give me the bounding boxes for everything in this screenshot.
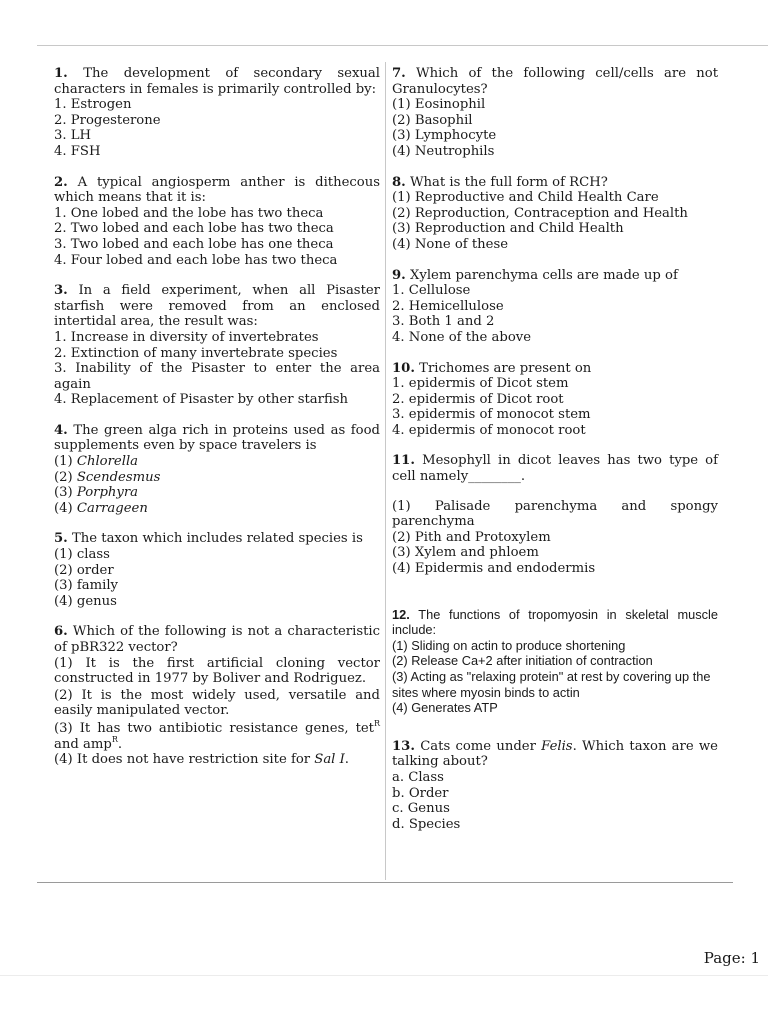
option: (2) It is the most widely used, versatile and easily manipulated vector. bbox=[54, 687, 380, 719]
option: 3. LH bbox=[54, 128, 92, 144]
option: (2) Scendesmus bbox=[54, 469, 161, 485]
species-name: Carrageen bbox=[76, 500, 148, 516]
question-number: 9. bbox=[392, 267, 406, 283]
option: (2) Reproduction, Contraception and Health bbox=[392, 205, 688, 221]
enzyme-name: Sal I bbox=[314, 752, 345, 768]
option: (3) Acting as "relaxing protein" at rest by covering up the sites where myosin binds to actin bbox=[392, 669, 711, 700]
option: (2) Release Ca+2 after initiation of contraction bbox=[392, 653, 653, 669]
question-8 bbox=[392, 175, 718, 253]
option: (2) order bbox=[54, 562, 114, 578]
question-stem: Which of the following is not a characteristic of pBR322 vector? bbox=[54, 624, 380, 655]
option: (4) Carrageen bbox=[54, 500, 148, 516]
option: 3. Two lobed and each lobe has one theca bbox=[54, 236, 334, 252]
question-number: 4. bbox=[54, 422, 68, 438]
question-stem: The green alga rich in proteins used as food supplements even by space travelers is bbox=[54, 422, 380, 454]
option: 4. Four lobed and each lobe has two theca bbox=[54, 252, 338, 268]
question-6 bbox=[54, 624, 380, 767]
option: 3. Both 1 and 2 bbox=[392, 314, 495, 330]
genus-name: Felis bbox=[541, 738, 573, 754]
question-stem: In a field experiment, when all Pisaster starfish were removed from an enclosed intertidal area, the result was: bbox=[54, 283, 380, 330]
superscript: R bbox=[373, 718, 380, 728]
option: (4) genus bbox=[54, 593, 117, 609]
question-number: 12. bbox=[392, 606, 410, 622]
question-11 bbox=[392, 453, 718, 576]
left-column bbox=[54, 66, 380, 768]
option: (1) Chlorella bbox=[54, 454, 139, 470]
question-9 bbox=[392, 268, 718, 346]
species-name: Chlorella bbox=[76, 454, 139, 470]
option: (3) Lymphocyte bbox=[392, 128, 497, 144]
question-stem: Which of the following cell/cells are not Granulocytes? bbox=[392, 66, 718, 97]
option: (1) Eosinophil bbox=[392, 97, 486, 113]
option: (4) Generates ATP bbox=[392, 700, 498, 716]
question-12 bbox=[392, 607, 718, 716]
option: 2. epidermis of Dicot root bbox=[392, 391, 564, 407]
question-number: 5. bbox=[54, 531, 68, 547]
option: (2) Pith and Protoxylem bbox=[392, 529, 551, 545]
question-number: 6. bbox=[54, 624, 68, 640]
question-13: 13. Cats come under Felis. Which taxon are we talking about? a. Class b. Order c. Genus d. Species bbox=[392, 738, 718, 832]
question-3 bbox=[54, 283, 380, 408]
option: (3) Reproduction and Child Health bbox=[392, 221, 624, 237]
top-rule bbox=[37, 45, 768, 46]
option: 2. Hemicellulose bbox=[392, 298, 504, 314]
option: 2. Progesterone bbox=[54, 112, 161, 128]
option: 4. None of the above bbox=[392, 329, 532, 345]
question-stem: Mesophyll in dicot leaves has two type of cell namely________. bbox=[392, 453, 718, 485]
column-divider bbox=[385, 62, 386, 880]
option: 2. Extinction of many invertebrate species bbox=[54, 345, 338, 361]
option: 4. epidermis of monocot root bbox=[392, 422, 586, 438]
question-number: 13. bbox=[392, 738, 415, 754]
bottom-rule bbox=[37, 882, 733, 883]
option: (1) class bbox=[54, 547, 110, 563]
option: (1) Palisade parenchyma and spongy parenchyma bbox=[392, 498, 718, 530]
question-4 bbox=[54, 423, 380, 517]
option: 3. Inability of the Pisaster to enter the area again bbox=[54, 361, 380, 392]
option: 1. epidermis of Dicot stem bbox=[392, 376, 569, 392]
question-stem: The taxon which includes related species is bbox=[71, 531, 363, 547]
question-number: 2. bbox=[54, 174, 68, 190]
option: 1. Estrogen bbox=[54, 97, 132, 113]
option: 1. Increase in diversity of invertebrates bbox=[54, 329, 319, 345]
question-stem: Trichomes are present on bbox=[419, 360, 592, 376]
option: 4. FSH bbox=[54, 143, 101, 159]
option: a. Class bbox=[392, 769, 444, 785]
question-stem: What is the full form of RCH? bbox=[409, 174, 608, 190]
option: d. Species bbox=[392, 816, 461, 832]
question-7 bbox=[392, 66, 718, 160]
option: (3) family bbox=[54, 578, 119, 594]
option: (4) It does not have restriction site for Sal I. bbox=[54, 752, 349, 768]
option: 1. One lobed and the lobe has two theca bbox=[54, 205, 324, 221]
option: (2) Basophil bbox=[392, 112, 473, 128]
option: (4) Epidermis and endodermis bbox=[392, 561, 596, 577]
question-stem: A typical angiosperm anther is dithecous which means that it is: bbox=[54, 174, 380, 206]
option: (1) It is the first artificial cloning vector constructed in 1977 by Boliver and Rodriguez. bbox=[54, 655, 380, 687]
species-name: Scendesmus bbox=[76, 469, 161, 485]
option: (1) Sliding on actin to produce shortening bbox=[392, 637, 626, 653]
question-1 bbox=[54, 66, 380, 160]
option: 4. Replacement of Pisaster by other starfish bbox=[54, 392, 349, 408]
option: 2. Two lobed and each lobe has two theca bbox=[54, 221, 334, 237]
species-name: Porphyra bbox=[76, 485, 139, 501]
question-10 bbox=[392, 361, 718, 439]
question-2 bbox=[54, 175, 380, 269]
option: (3) It has two antibiotic resistance genes, tet$^R$ and amp$^R$. bbox=[54, 718, 380, 752]
question-stem: The development of secondary sexual characters in females is primarily controlled by: bbox=[54, 66, 380, 97]
right-column bbox=[392, 66, 718, 832]
option: (4) None of these bbox=[392, 236, 509, 252]
question-stem: The functions of tropomyosin in skeletal muscle include: bbox=[392, 606, 718, 638]
page-edge bbox=[0, 975, 768, 976]
question-number: 7. bbox=[392, 66, 406, 81]
question-number: 1. bbox=[54, 66, 68, 81]
superscript: R bbox=[111, 734, 118, 744]
question-5 bbox=[54, 531, 380, 609]
question-number: 11. bbox=[392, 453, 415, 469]
option: b. Order bbox=[392, 785, 449, 801]
option: (4) Neutrophils bbox=[392, 143, 495, 159]
page-number: Page: 1 bbox=[703, 949, 760, 967]
option: c. Genus bbox=[392, 801, 450, 817]
question-number: 8. bbox=[392, 174, 406, 190]
option: 3. epidermis of monocot stem bbox=[392, 407, 591, 423]
question-stem: Xylem parenchyma cells are made up of bbox=[409, 267, 678, 283]
question-number: 3. bbox=[54, 283, 68, 299]
option: (1) Reproductive and Child Health Care bbox=[392, 190, 659, 206]
option: (3) Porphyra bbox=[54, 485, 139, 501]
option: 1. Cellulose bbox=[392, 283, 471, 299]
option: (3) Xylem and phloem bbox=[392, 545, 539, 561]
question-number: 10. bbox=[392, 360, 415, 376]
